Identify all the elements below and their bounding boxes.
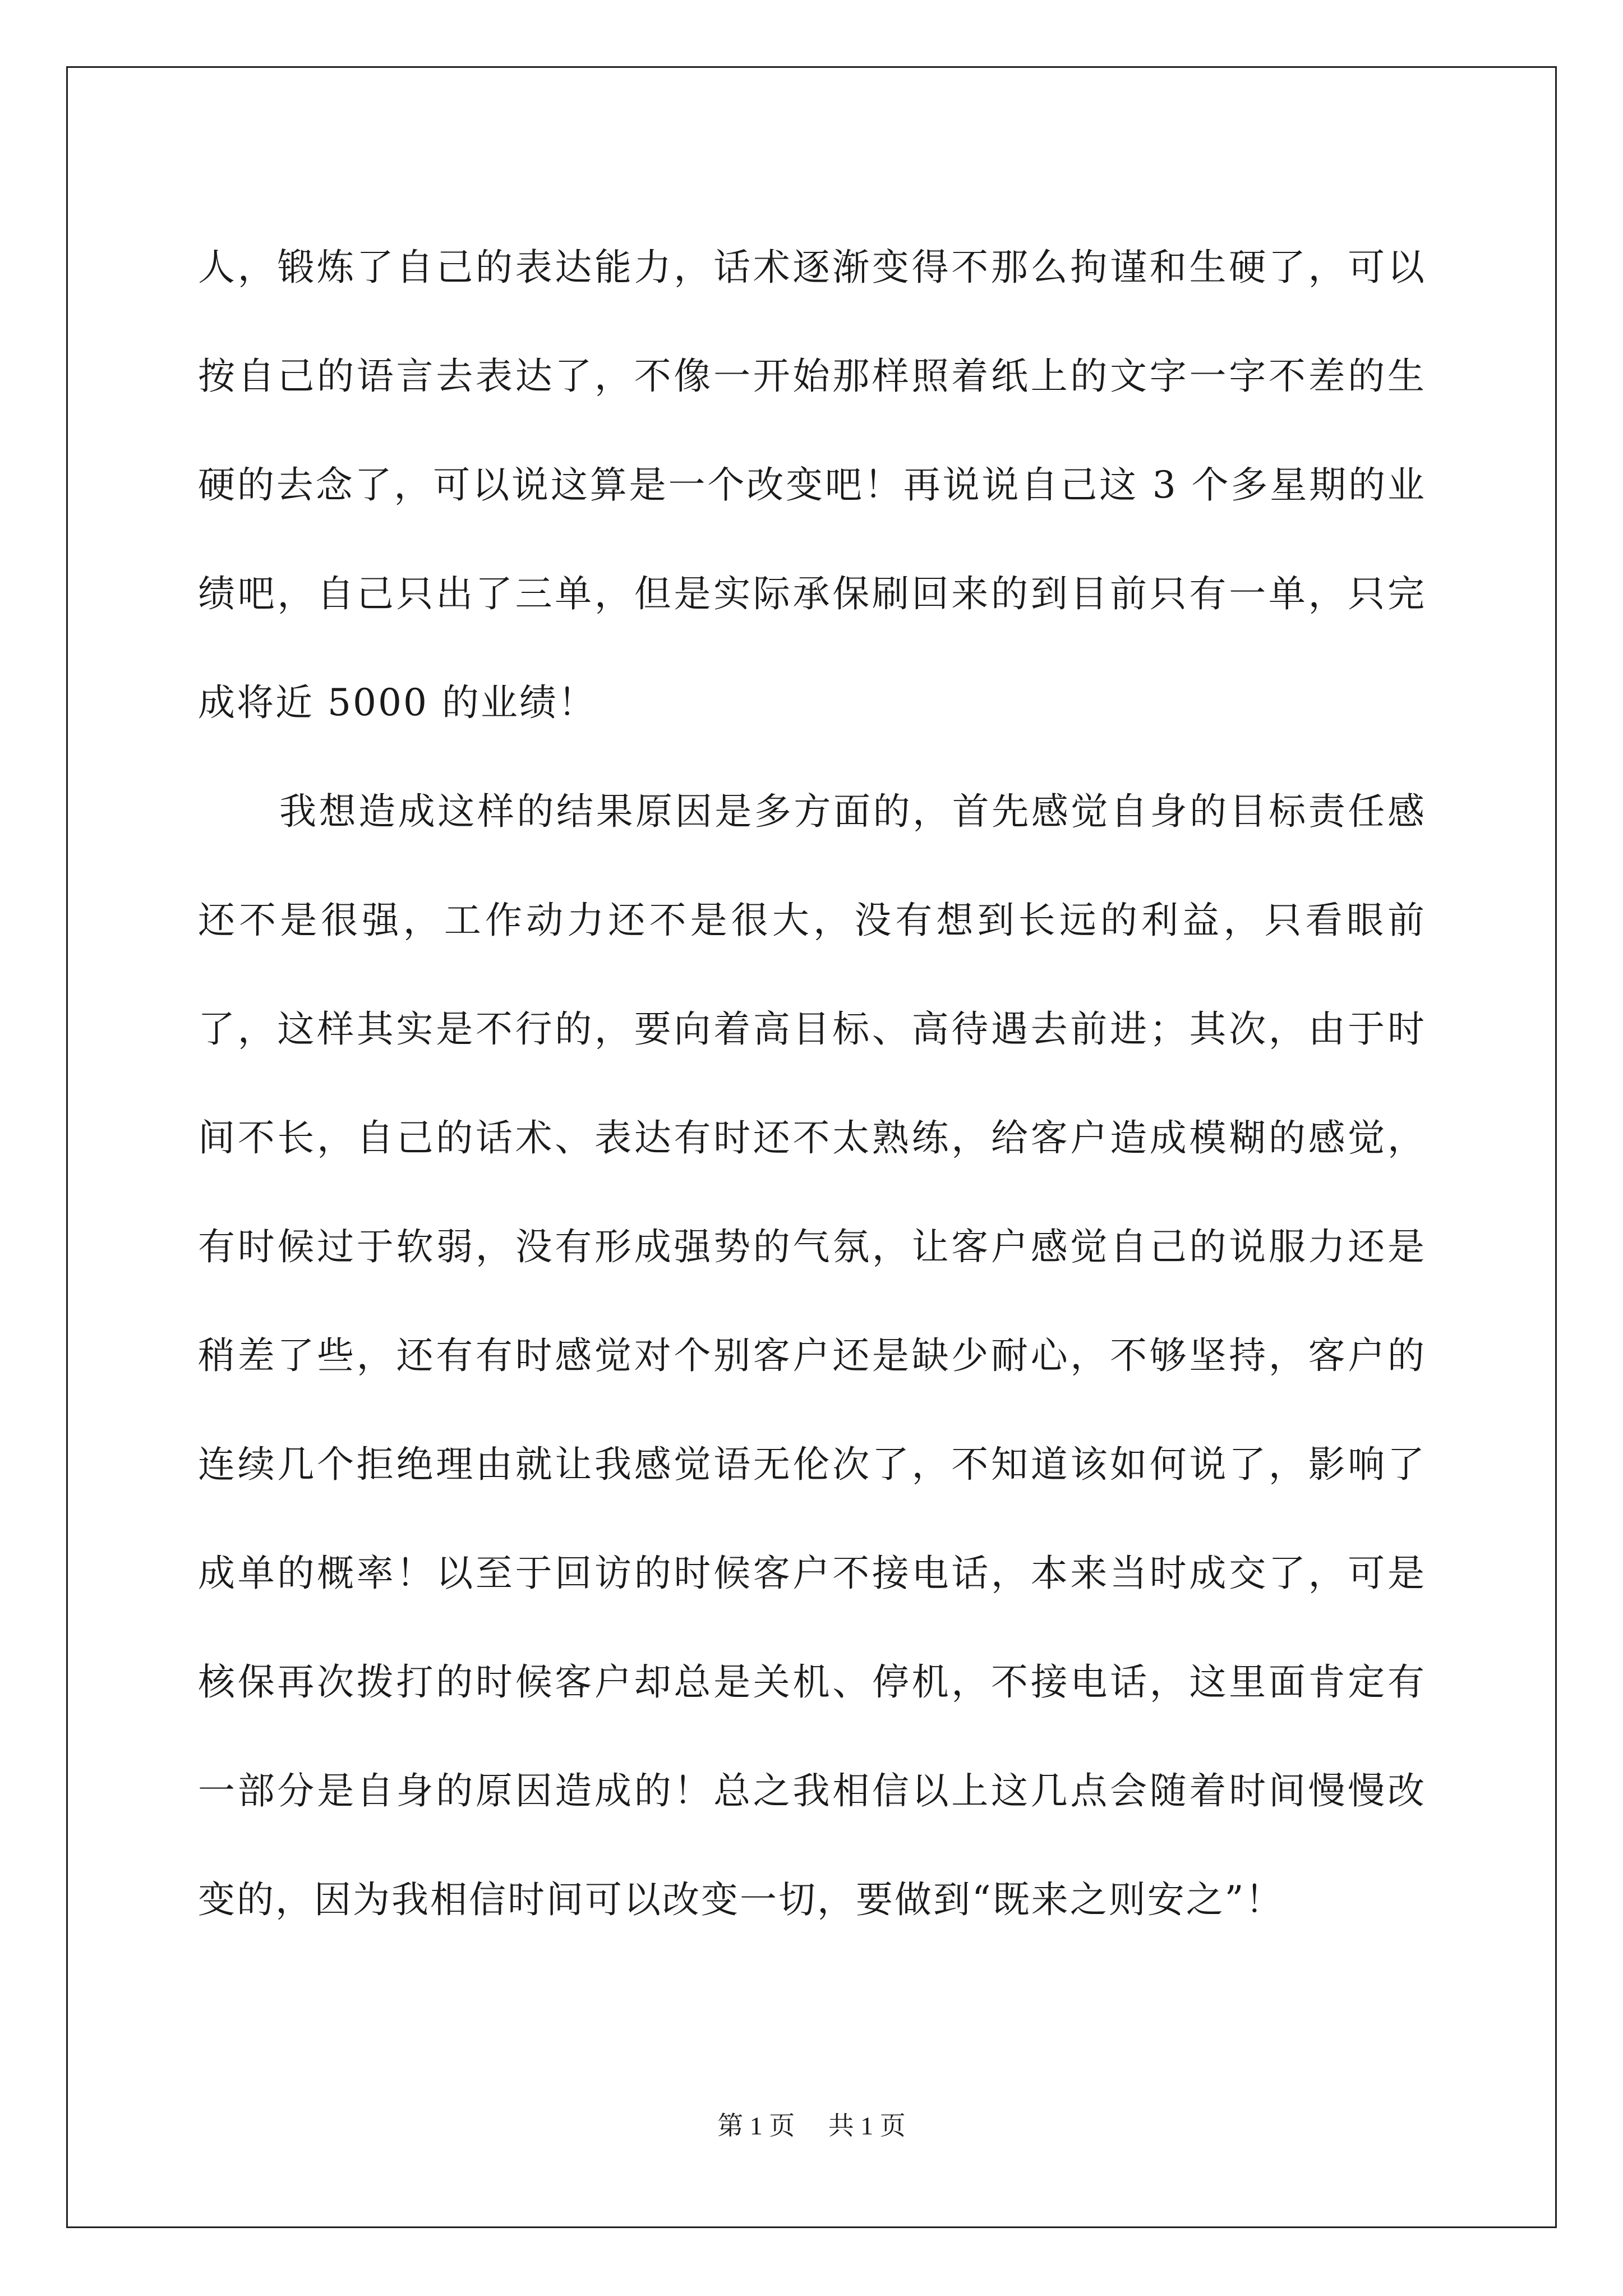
page-footer [0, 2109, 1623, 2143]
paragraph: 我想造成这样的结果原因是多方面的，首先感觉自身的目标责任感还不是很强，工作动力还不是很大，没有想到长远的利益，只看眼前了，这样其实是不行的，要向着高目标、高待遇去前进；其次，由于时间不长，自己的话术、表达有时还不太熟练，给客户造成模糊的感觉，有时候过于软弱，没有形成强势的气氛，让客户感觉自己的说服力还是稍差了些，还有有时感觉对个别客户还是缺少耐心，不够坚持，客户的连续几个拒绝理由就让我感觉语无伦次了，不知道该如何说了，影响了成单的概率！以至于回访的时候客户不接电话，本来当时成交了，可是核保再次拨打的时候客户却总是关机、停机，不接电话，这里面肯定有一部分是自身的原因造成的！总之我相信以上这几点会随着时间慢慢改变的，因为我相信时间可以改变一切，要做到“既来之则安之”！ [198, 790, 1426, 1921]
page-number: 第 1 页 [717, 2111, 795, 2140]
paragraph: 人，锻炼了自己的表达能力，话术逐渐变得不那么拘谨和生硬了，可以按自己的语言去表达了，不像一开始那样照着纸上的文字一字不差的生硬的去念了，可以说这算是一个改变吧！再说说自己这 3 个多星期的业绩吧，自己只出了三单，但是实际承保刷回来的到目前只有一单，只完成将近 5000 的业绩！ [198, 246, 1426, 724]
page-total: 共 1 页 [828, 2111, 906, 2140]
document-body [198, 213, 1426, 1954]
